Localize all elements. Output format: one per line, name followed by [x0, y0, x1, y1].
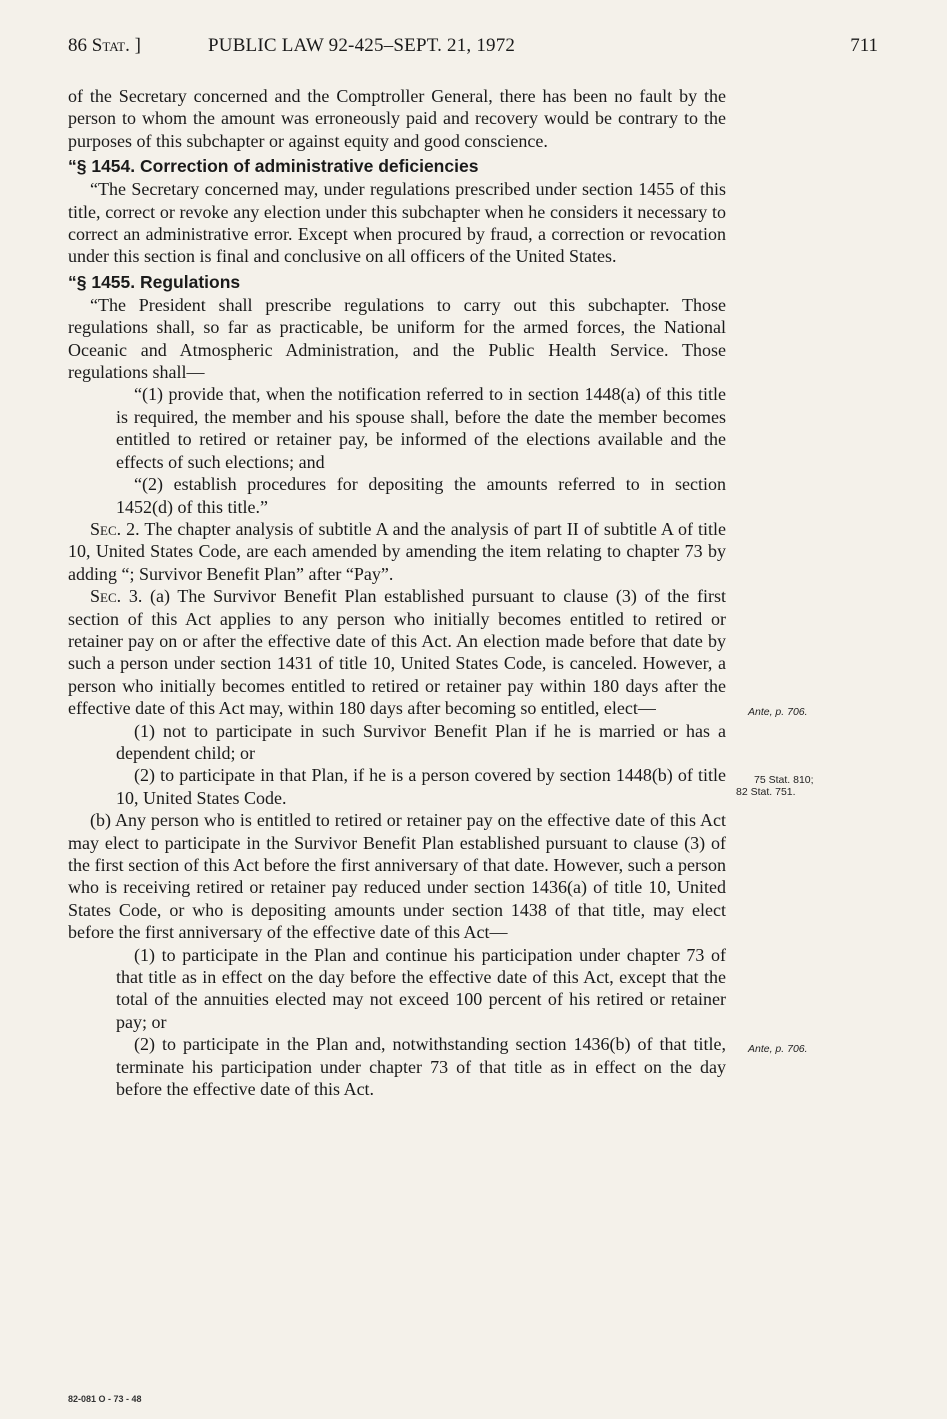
margin-note-ante-2: Ante, p. 706. — [748, 1043, 808, 1055]
footer-print-code: 82-081 O - 73 - 48 — [68, 1394, 142, 1404]
section-heading-1454: “§ 1454. Correction of administrative deficiencies — [68, 156, 479, 177]
main-text — [68, 85, 726, 1100]
margin-note-ante-1: Ante, p. 706. — [748, 706, 808, 718]
item-3a-2: (2) to participate in that Plan, if he is a person covered by section 1448(b) of title 10, United States Code. — [116, 765, 726, 808]
item-3b-2: (2) to participate in the Plan and, notwithstanding section 1436(b) of that title, terminate his participation under chapter 73 of that title as in effect on the day before the effective date of this Act. — [116, 1034, 726, 1100]
item-3b-1: (1) to participate in the Plan and continue his participation under chapter 73 of that title as in effect on the day before the effective date of this Act, except that the total of the annuities elected may not exceed 100 percent of his retired or retainer pay; or — [116, 944, 726, 1032]
section-2 — [68, 518, 726, 585]
item-1455-2: “(2) establish procedures for depositing the amounts referred to in section 1452(d) of this title.” — [116, 474, 726, 517]
item-1455-1: “(1) provide that, when the notification referred to in section 1448(a) of this title is required, the member and his spouse shall, before the date the member becomes entitled to retired or retainer pay, be informed of the elections available and the effects of such elections; and — [116, 384, 726, 472]
page-number: 711 — [850, 35, 878, 56]
section-2-text: The chapter analysis of subtitle A and the analysis of part II of subtitle A of title 10, United States Code, are each amended by amending the item relating to chapter 73 by adding “; Survivor Benefit Plan” after “Pay”. — [68, 518, 726, 584]
section-3a-text: (a) The Survivor Benefit Plan established pursuant to clause (3) of the first section of this Act applies to any person who initially becomes entitled to retired or retainer pay on or after the effective date of this Act. An election made before that date by such a person under section 1431 of title 10, United States Code, is canceled. However, a person who initially becomes entitled to retired or retainer pay within 180 days after the effective date of this Act may, within 180 days after becoming so entitled, elect— — [68, 586, 726, 719]
paragraph-continuation: of the Secretary concerned and the Comptroller General, there has been no fault by the person to whom the amount was erroneously paid and recovery would be contrary to the purposes of this subchapter or against equity and good conscience. — [68, 86, 726, 151]
section-3b: (b) Any person who is entitled to retired or retainer pay on the effective date of this Act may elect to participate in the Survivor Benefit Plan established pursuant to clause (3) of the first section of this Act before the first anniversary of that date. However, such a person who is receiving retired or retainer pay reduced under section 1436(a) of title 10, United States Code, or who is depositing amounts under section 1438 of that title, may elect before the first anniversary of the effective date of this Act— — [68, 810, 726, 943]
paragraph-1454: “The Secretary concerned may, under regulations prescribed under section 1455 of this title, correct or revoke any election under this subchapter when he considers it necessary to correct an administrative error. Except when procured by fraud, a correction or revocation under this section is final and conclusive on all officers of the United States. — [68, 179, 726, 267]
section-2-label: Sec. 2. — [90, 518, 140, 539]
margin-note-stat-2: 82 Stat. 751. — [736, 786, 796, 798]
margin-note-stat-1: 75 Stat. 810; — [754, 774, 814, 786]
section-3a — [68, 585, 726, 719]
page-header — [68, 35, 878, 65]
item-3a-1: (1) not to participate in such Survivor Benefit Plan if he is married or has a dependent child; or — [116, 720, 726, 763]
header-stat-citation: 86 Stat. ] — [68, 35, 141, 56]
header-title: PUBLIC LAW 92-425–SEPT. 21, 1972 — [208, 35, 516, 56]
section-heading-1455: “§ 1455. Regulations — [68, 271, 241, 292]
paragraph-1455: “The President shall prescribe regulations to carry out this subchapter. Those regulations shall, so far as practicable, be uniform for the armed forces, the National Oceanic and Atmospheric Administration, and the Public Health Service. Those regulations shall— — [68, 294, 726, 383]
section-3-label: Sec. 3. — [90, 586, 143, 607]
